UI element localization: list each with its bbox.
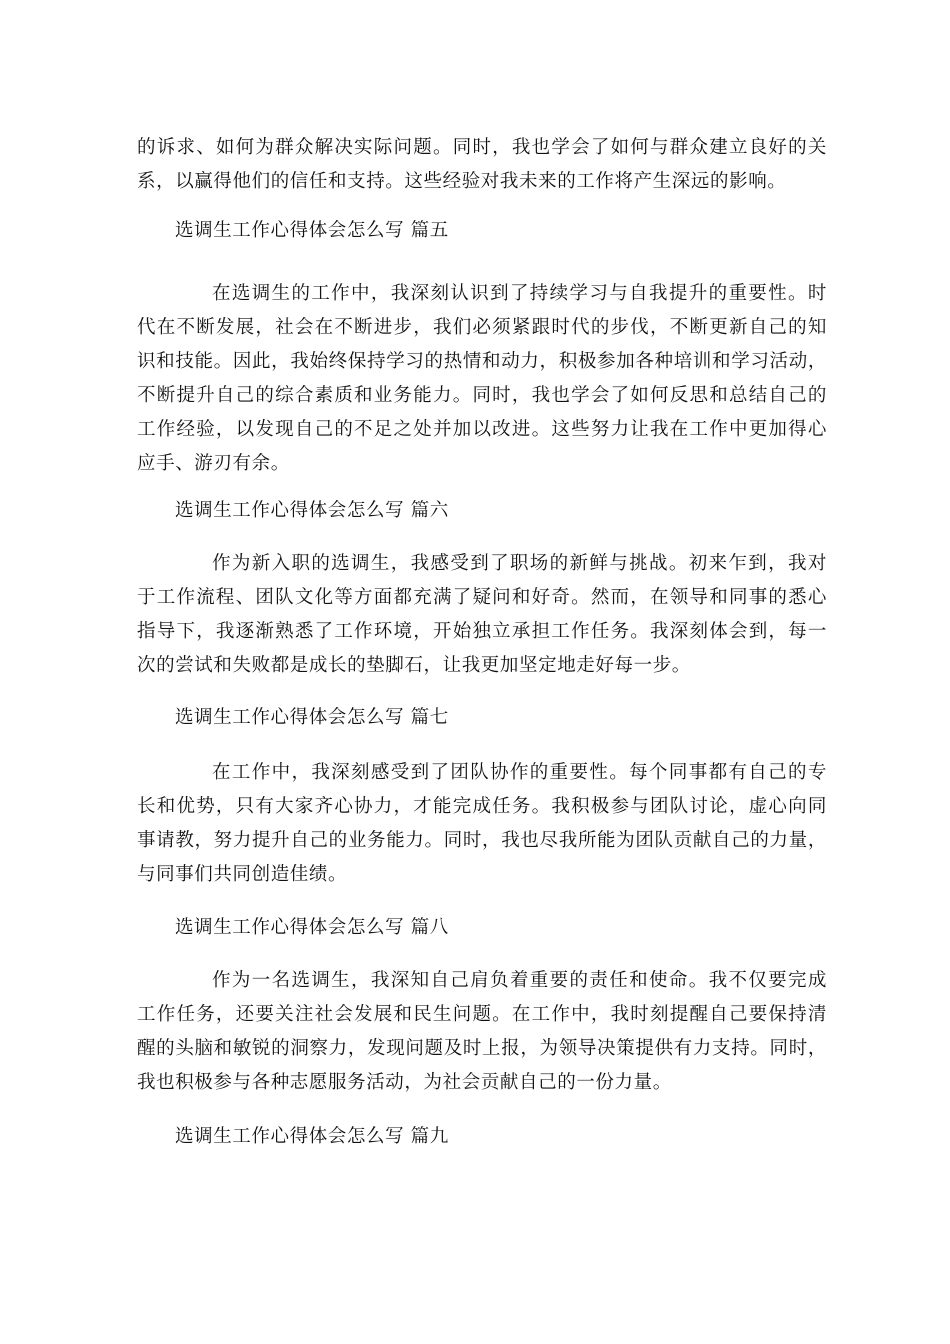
paragraph-line: 醒的头脑和敏锐的洞察力，发现问题及时上报，为领导决策提供有力支持。同时， (137, 1038, 827, 1059)
paragraph-line: 识和技能。因此，我始终保持学习的热情和动力，积极参加各种培训和学习活动， (137, 351, 827, 372)
paragraph-line: 工作任务，还要关注社会发展和民生问题。在工作中，我时刻提醒自己要保持清 (137, 1004, 827, 1025)
paragraph-continuation (137, 131, 827, 199)
section-heading-6: 选调生工作心得体会怎么写 篇六 (175, 500, 449, 521)
paragraph-line: 与同事们共同创造佳绩。 (137, 864, 348, 885)
paragraph-line: 不断提升自己的综合素质和业务能力。同时，我也学会了如何反思和总结自己的 (137, 385, 827, 406)
paragraph-section-6 (137, 547, 827, 683)
paragraph-line: 系，以赢得他们的信任和支持。这些经验对我未来的工作将产生深远的影响。 (137, 171, 787, 192)
paragraph-line: 代在不断发展，社会在不断进步，我们必须紧跟时代的步伐，不断更新自己的知 (137, 317, 827, 338)
paragraph-line: 作为新入职的选调生，我感受到了职场的新鲜与挑战。初来乍到，我对 (212, 553, 827, 574)
paragraph-line: 事请教，努力提升自己的业务能力。同时，我也尽我所能为团队贡献自己的力量， (137, 830, 827, 851)
paragraph-section-5 (137, 277, 827, 481)
paragraph-line: 次的尝试和失败都是成长的垫脚石，让我更加坚定地走好每一步。 (137, 655, 691, 676)
paragraph-section-8 (137, 964, 827, 1100)
section-heading-5: 选调生工作心得体会怎么写 篇五 (175, 220, 449, 241)
paragraph-line: 我也积极参与各种志愿服务活动，为社会贡献自己的一份力量。 (137, 1072, 672, 1093)
paragraph-line: 作为一名选调生，我深知自己肩负着重要的责任和使命。我不仅要完成 (212, 970, 827, 991)
section-heading-7: 选调生工作心得体会怎么写 篇七 (175, 707, 449, 728)
paragraph-line: 工作经验，以发现自己的不足之处并加以改进。这些努力让我在工作中更加得心 (137, 419, 827, 440)
paragraph-line: 指导下，我逐渐熟悉了工作环境，开始独立承担工作任务。我深刻体会到，每一 (137, 621, 827, 642)
paragraph-line: 在工作中，我深刻感受到了团队协作的重要性。每个同事都有自己的专 (212, 762, 827, 783)
section-heading-8: 选调生工作心得体会怎么写 篇八 (175, 917, 449, 938)
paragraph-line: 长和优势，只有大家齐心协力，才能完成任务。我积极参与团队讨论，虚心向同 (137, 796, 827, 817)
paragraph-line: 于工作流程、团队文化等方面都充满了疑问和好奇。然而，在领导和同事的悉心 (137, 587, 827, 608)
paragraph-line: 应手、游刃有余。 (137, 453, 290, 474)
paragraph-section-7 (137, 756, 827, 892)
section-heading-9: 选调生工作心得体会怎么写 篇九 (175, 1126, 449, 1147)
paragraph-line: 在选调生的工作中，我深刻认识到了持续学习与自我提升的重要性。时 (212, 283, 827, 304)
paragraph-line: 的诉求、如何为群众解决实际问题。同时，我也学会了如何与群众建立良好的关 (137, 137, 827, 158)
